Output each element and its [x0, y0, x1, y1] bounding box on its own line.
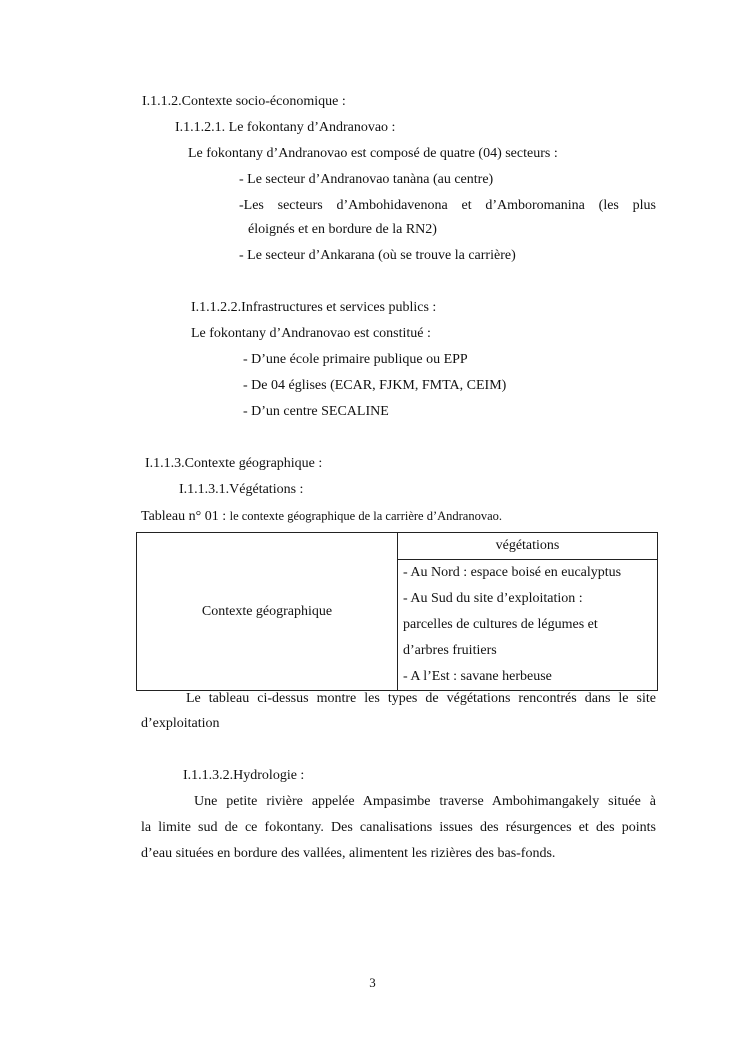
vegetation-table: [136, 532, 658, 691]
hydrology-paragraph-line: la limite sud de ce fokontany. Des canalisations issues des résurgences et des points: [141, 820, 656, 835]
hydrology-paragraph-line: d’eau situées en bordure des vallées, alimentent les rizières des bas-fonds.: [141, 846, 556, 861]
sector-item: - Le secteur d’Andranovao tanàna (au centre): [239, 172, 494, 187]
page-number: 3: [369, 975, 376, 990]
table-caption-label: Tableau n° 01 :: [141, 509, 230, 524]
fokontany-intro: Le fokontany d’Andranovao est composé de quatre (04) secteurs :: [188, 146, 558, 161]
hydrology-paragraph-line: Une petite rivière appelée Ampasimbe traverse Ambohimangakely située à: [194, 794, 656, 809]
subsection-heading-hydrology: I.1.1.3.2.Hydrologie :: [183, 768, 305, 783]
section-heading-socio: I.1.1.2.Contexte socio-économique :: [142, 94, 346, 109]
subsection-heading-fokontany: I.1.1.2.1. Le fokontany d’Andranovao :: [175, 120, 396, 135]
section-heading-geo: I.1.1.3.Contexte géographique :: [145, 456, 323, 471]
infrastructure-item: - D’un centre SECALINE: [243, 404, 389, 419]
sector-item-continuation: éloignés et en bordure de la RN2): [248, 222, 437, 237]
table-header-cell: végétations: [398, 533, 658, 560]
table-comment-line: Le tableau ci-dessus montre les types de végétations rencontrés dans le site: [186, 691, 656, 706]
sector-item: - Le secteur d’Ankarana (où se trouve la carrière): [239, 248, 516, 263]
table-line: parcelles de cultures de légumes et: [403, 617, 598, 632]
infrastructure-item: - D’une école primaire publique ou EPP: [243, 352, 468, 367]
table-caption-text: le contexte géographique de la carrière d’Andranovao.: [229, 509, 503, 523]
table-line: - Au Sud du site d’exploitation :: [403, 591, 583, 606]
table-body-cell: [398, 560, 658, 691]
table-line: d’arbres fruitiers: [403, 643, 497, 658]
table-comment-line: d’exploitation: [141, 716, 220, 731]
sector-item: -Les secteurs d’Ambohidavenona et d’Amboromanina (les plus: [239, 198, 656, 213]
table-caption: [141, 508, 502, 525]
table-line: - Au Nord : espace boisé en eucalyptus: [403, 565, 622, 580]
subsection-heading-infrastructures: I.1.1.2.2.Infrastructures et services publics :: [191, 300, 437, 315]
infrastructures-intro: Le fokontany d’Andranovao est constitué :: [191, 326, 431, 341]
infrastructure-item: - De 04 églises (ECAR, FJKM, FMTA, CEIM): [243, 378, 507, 393]
table-line: - A l’Est : savane herbeuse: [403, 669, 552, 684]
table-row-label-cell: Contexte géographique: [137, 533, 398, 691]
subsection-heading-vegetation: I.1.1.3.1.Végétations :: [179, 482, 304, 497]
